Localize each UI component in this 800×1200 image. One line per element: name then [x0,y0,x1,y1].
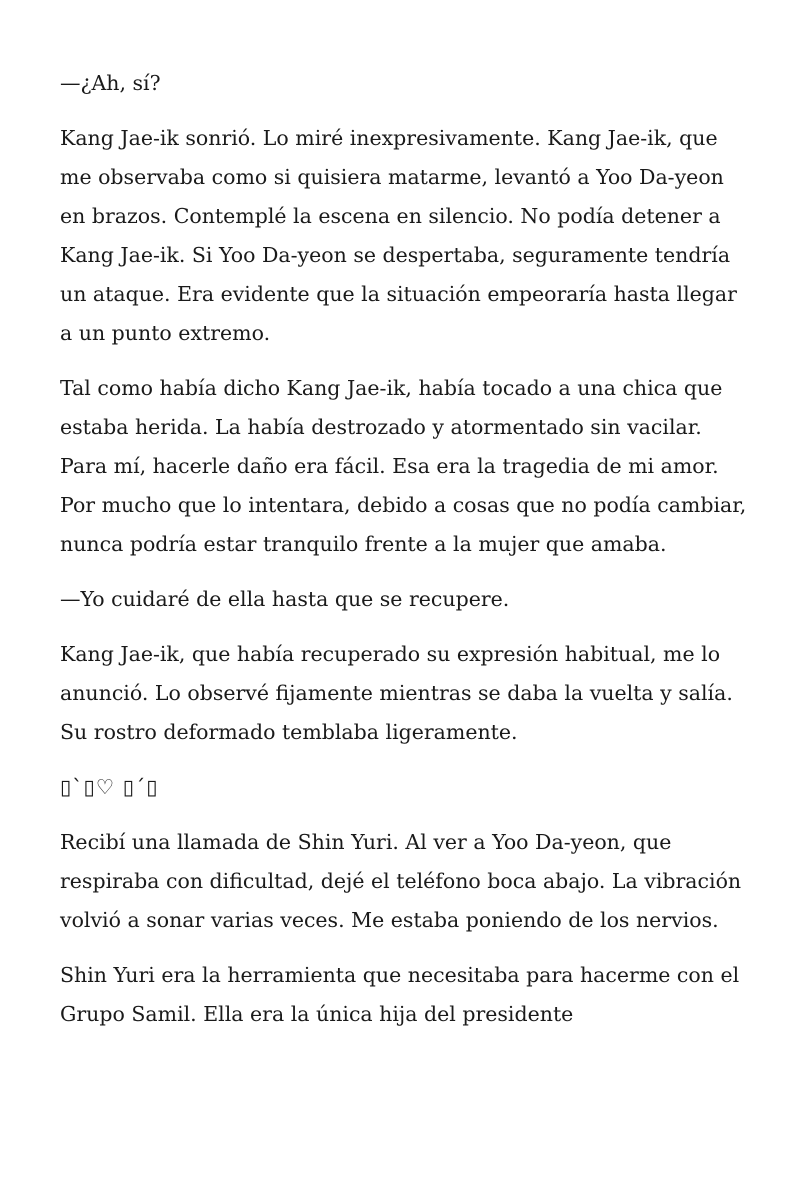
paragraph: Kang Jae-ik sonrió. Lo miré inexpresivamente. Kang Jae-ik, que me observaba como si quisiera matarme, levantó a Yoo Da-yeon en brazos. Contemplé la escena en silencio. No podía detener a Kang Jae-ik. Si Yoo Da-yeon se despertaba, seguramente tendría un ataque. Era evidente que la situación empeoraría hasta llegar a un punto extremo. [60,126,737,345]
dialogue-line: —¿Ah, sí? [60,71,161,95]
paragraph: Tal como había dicho Kang Jae-ik, había tocado a una chica que estaba herida. La había destrozado y atormentado sin vacilar. Para mí, hacerle daño era fácil. Esa era la tragedia de mi amor. Por mucho que lo intentara, debido a cosas que no podía cambiar, nunca podría estar tranquilo frente a la mujer que amaba. [60,376,747,556]
paragraph: Recibí una llamada de Shin Yuri. Al ver a Yoo Da-yeon, que respiraba con dificultad, dejé el teléfono boca abajo. La vibración volvió a sonar varias veces. Me estaba poniendo de los nervios. [60,830,742,932]
paragraph: Kang Jae-ik, que había recuperado su expresión habitual, me lo anunció. Lo observé fijamente mientras se daba la vuelta y salía. Su rostro deformado temblaba ligeramente. [60,642,733,744]
reader-page [60,64,750,1034]
scene-separator: ▯`▯♡ ▯´▯ [60,775,159,799]
paragraph: Shin Yuri era la herramienta que necesitaba para hacerme con el Grupo Samil. Ella era la única hija del presidente [60,963,740,1026]
dialogue-line: —Yo cuidaré de ella hasta que se recupere. [60,587,510,611]
